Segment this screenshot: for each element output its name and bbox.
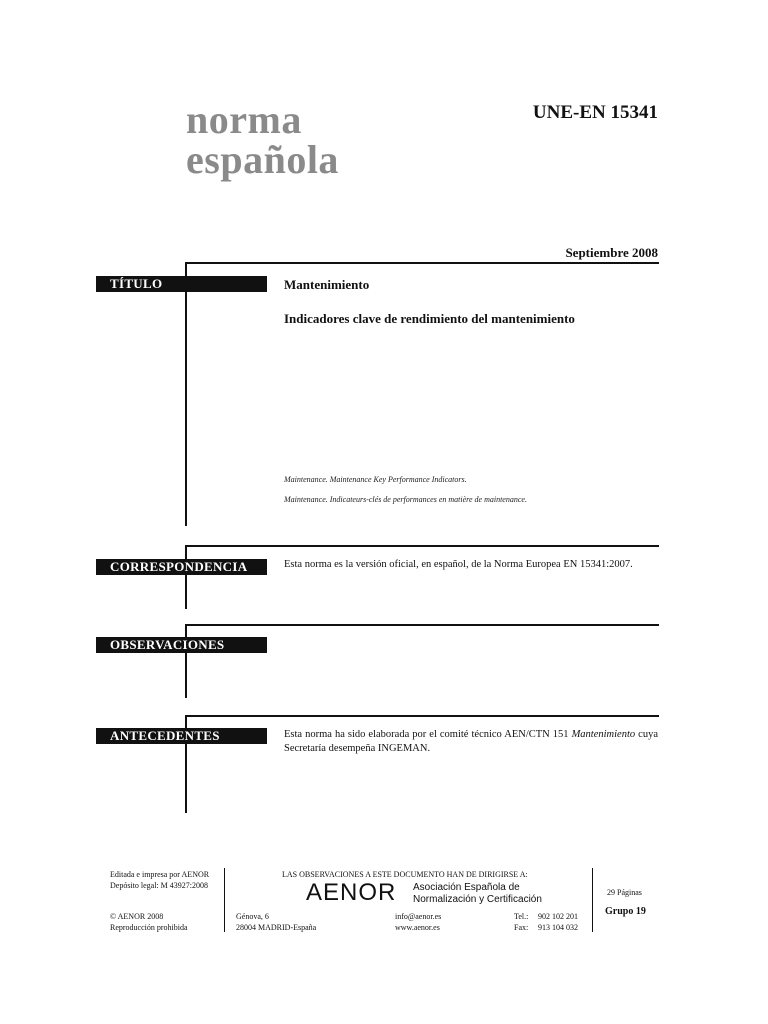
footer-page-count: 29 Páginas bbox=[607, 888, 642, 897]
title-french: Maintenance. Indicateurs-clés de performances en matière de maintenance. bbox=[284, 495, 527, 504]
footer-edited-by: Editada e impresa por AENOR bbox=[110, 870, 210, 879]
aenor-association bbox=[413, 882, 542, 906]
standard-code: UNE-EN 15341 bbox=[532, 102, 658, 123]
publication-date: Septiembre 2008 bbox=[565, 245, 658, 260]
footer-email: info@aenor.es bbox=[395, 912, 442, 921]
section-label-titulo: TÍTULO bbox=[96, 276, 267, 292]
footer-observations-header: LAS OBSERVACIONES A ESTE DOCUMENTO HAN DE DIRIGIRSE A: bbox=[282, 870, 528, 879]
section-label-correspondencia: CORRESPONDENCIA bbox=[96, 559, 267, 575]
aenor-association-line-2: Normalización y Certificación bbox=[413, 894, 542, 905]
aenor-logo: AENOR bbox=[306, 879, 397, 906]
section-divider-observaciones bbox=[185, 624, 659, 626]
footer-address bbox=[236, 911, 316, 933]
footer-contact-online bbox=[395, 911, 441, 933]
section-divider-antecedentes bbox=[185, 715, 659, 717]
antecedentes-text-part2: cuya Secretaría desempeña INGEMAN. bbox=[284, 729, 658, 754]
footer-reproduction-note: Reproducción prohibida bbox=[110, 923, 188, 932]
footer-separator-left bbox=[224, 868, 225, 932]
aenor-association-line-1: Asociación Española de bbox=[413, 882, 520, 893]
correspondencia-text: Esta norma es la versión oficial, en español, de la Norma Europea EN 15341:2007. bbox=[284, 559, 633, 570]
brand-wordmark bbox=[186, 97, 339, 182]
footer-phone-row bbox=[514, 911, 578, 922]
document-subtitle: Indicadores clave de rendimiento del mantenimiento bbox=[284, 311, 575, 326]
section-label-observaciones: OBSERVACIONES bbox=[96, 637, 267, 653]
section-label-antecedentes: ANTECEDENTES bbox=[96, 728, 267, 744]
section-rule-titulo bbox=[185, 262, 187, 526]
footer-contact-phone bbox=[514, 911, 578, 933]
antecedentes-committee-name: Mantenimiento bbox=[571, 729, 636, 740]
footer-edition-info bbox=[110, 869, 209, 891]
brand-line-1: norma bbox=[186, 97, 302, 142]
footer-fax-number: 913 104 032 bbox=[538, 923, 578, 932]
footer-fax-label: Fax: bbox=[514, 923, 529, 932]
document-title: Mantenimiento bbox=[284, 277, 370, 292]
section-divider-correspondencia bbox=[185, 545, 659, 547]
footer-copyright bbox=[110, 911, 188, 933]
footer-website: www.aenor.es bbox=[395, 923, 440, 932]
antecedentes-text bbox=[284, 728, 658, 756]
footer-separator-right bbox=[592, 868, 593, 932]
title-english: Maintenance. Maintenance Key Performance Indicators. bbox=[284, 475, 467, 484]
section-divider-titulo bbox=[185, 262, 659, 264]
section-rule-observaciones bbox=[185, 624, 187, 698]
footer-tel-label: Tel.: bbox=[514, 912, 529, 921]
footer-price-group: Grupo 19 bbox=[605, 906, 646, 917]
footer-street: Génova, 6 bbox=[236, 912, 269, 921]
footer-copyright-line: © AENOR 2008 bbox=[110, 912, 164, 921]
footer-tel-number: 902 102 201 bbox=[538, 912, 578, 921]
section-rule-correspondencia bbox=[185, 545, 187, 609]
brand-line-2: española bbox=[186, 137, 339, 182]
footer-fax-row bbox=[514, 922, 578, 933]
footer-legal-deposit: Depósito legal: M 43927:2008 bbox=[110, 881, 208, 890]
antecedentes-text-part1: Esta norma ha sido elaborada por el comité técnico AEN/CTN 151 bbox=[284, 729, 572, 740]
footer-city: 28004 MADRID-España bbox=[236, 923, 317, 932]
